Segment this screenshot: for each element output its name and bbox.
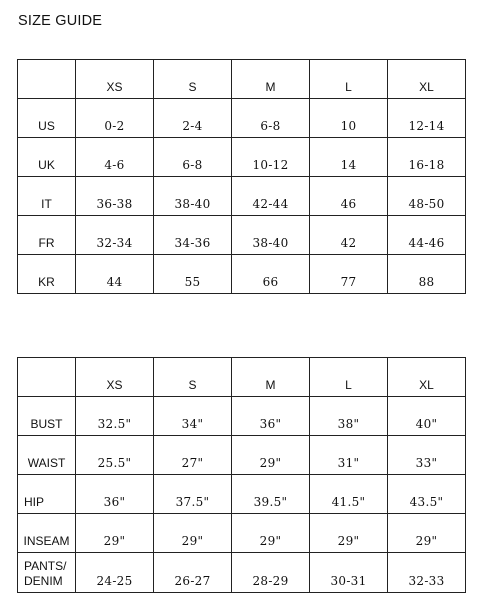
row-label-pants-denim [18, 553, 76, 593]
table-cell: 32-34 [76, 216, 154, 255]
table-cell: 4-6 [76, 138, 154, 177]
row-label-inseam: INSEAM [18, 514, 76, 553]
body-measurement-table [17, 357, 466, 593]
table-cell: 40" [388, 397, 466, 436]
column-header-m: M [232, 60, 310, 99]
table-cell: 29" [232, 514, 310, 553]
table-cell: 34-36 [154, 216, 232, 255]
column-header-l: L [310, 358, 388, 397]
column-header-xs: XS [76, 60, 154, 99]
table-cell: 0-2 [76, 99, 154, 138]
table-cell: 46 [310, 177, 388, 216]
row-label-fr: FR [18, 216, 76, 255]
table-cell: 24-25 [76, 553, 154, 593]
row-label-it: IT [18, 177, 76, 216]
table-cell: 43.5" [388, 475, 466, 514]
table-cell: 77 [310, 255, 388, 294]
table-row [18, 216, 466, 255]
table-cell: 32.5" [76, 397, 154, 436]
table-cell: 14 [310, 138, 388, 177]
table-cell: 36-38 [76, 177, 154, 216]
table-cell: 29" [76, 514, 154, 553]
row-label-line: DENIM [24, 574, 63, 588]
table-cell: 10-12 [232, 138, 310, 177]
table-row [18, 99, 466, 138]
page-title: SIZE GUIDE [18, 13, 103, 29]
table-row [18, 138, 466, 177]
table-cell: 88 [388, 255, 466, 294]
table-cell: 32-33 [388, 553, 466, 593]
row-label-kr: KR [18, 255, 76, 294]
table-row [18, 177, 466, 216]
table-cell: 39.5" [232, 475, 310, 514]
table-row [18, 514, 466, 553]
table-cell: 28-29 [232, 553, 310, 593]
table-cell: 44-46 [388, 216, 466, 255]
table-cell: 26-27 [154, 553, 232, 593]
column-header-m: M [232, 358, 310, 397]
column-header-xl: XL [388, 358, 466, 397]
column-header-s: S [154, 358, 232, 397]
table-cell: 66 [232, 255, 310, 294]
table-cell: 25.5" [76, 436, 154, 475]
table-cell: 41.5" [310, 475, 388, 514]
table-row [18, 255, 466, 294]
table-cell: 44 [76, 255, 154, 294]
table-row [18, 553, 466, 593]
row-label-bust: BUST [18, 397, 76, 436]
table-row [18, 436, 466, 475]
column-header-xs: XS [76, 358, 154, 397]
table-cell: 34" [154, 397, 232, 436]
size-conversion-table [17, 59, 466, 294]
table-header-row [18, 60, 466, 99]
row-label-line: PANTS/ [24, 559, 67, 573]
row-label-uk: UK [18, 138, 76, 177]
table-cell: 31" [310, 436, 388, 475]
table-cell: 27" [154, 436, 232, 475]
table-cell: 36" [232, 397, 310, 436]
table-cell: 12-14 [388, 99, 466, 138]
table-cell: 29" [310, 514, 388, 553]
table-cell: 55 [154, 255, 232, 294]
table-cell: 2-4 [154, 99, 232, 138]
table-cell: 29" [154, 514, 232, 553]
column-header-s: S [154, 60, 232, 99]
table-row [18, 475, 466, 514]
table-cell: 36" [76, 475, 154, 514]
table-header-row [18, 358, 466, 397]
table-cell: 38" [310, 397, 388, 436]
corner-cell [18, 358, 76, 397]
table-cell: 29" [232, 436, 310, 475]
table-cell: 6-8 [154, 138, 232, 177]
table-cell: 16-18 [388, 138, 466, 177]
table-cell: 6-8 [232, 99, 310, 138]
row-label-waist: WAIST [18, 436, 76, 475]
table-cell: 30-31 [310, 553, 388, 593]
table-row [18, 397, 466, 436]
table-cell: 48-50 [388, 177, 466, 216]
table-cell: 42-44 [232, 177, 310, 216]
table-cell: 37.5" [154, 475, 232, 514]
table-cell: 29" [388, 514, 466, 553]
row-label-hip: HIP [18, 475, 76, 514]
table-cell: 33" [388, 436, 466, 475]
corner-cell [18, 60, 76, 99]
column-header-l: L [310, 60, 388, 99]
table-cell: 38-40 [232, 216, 310, 255]
table-cell: 38-40 [154, 177, 232, 216]
column-header-xl: XL [388, 60, 466, 99]
table-cell: 42 [310, 216, 388, 255]
row-label-us: US [18, 99, 76, 138]
table-cell: 10 [310, 99, 388, 138]
